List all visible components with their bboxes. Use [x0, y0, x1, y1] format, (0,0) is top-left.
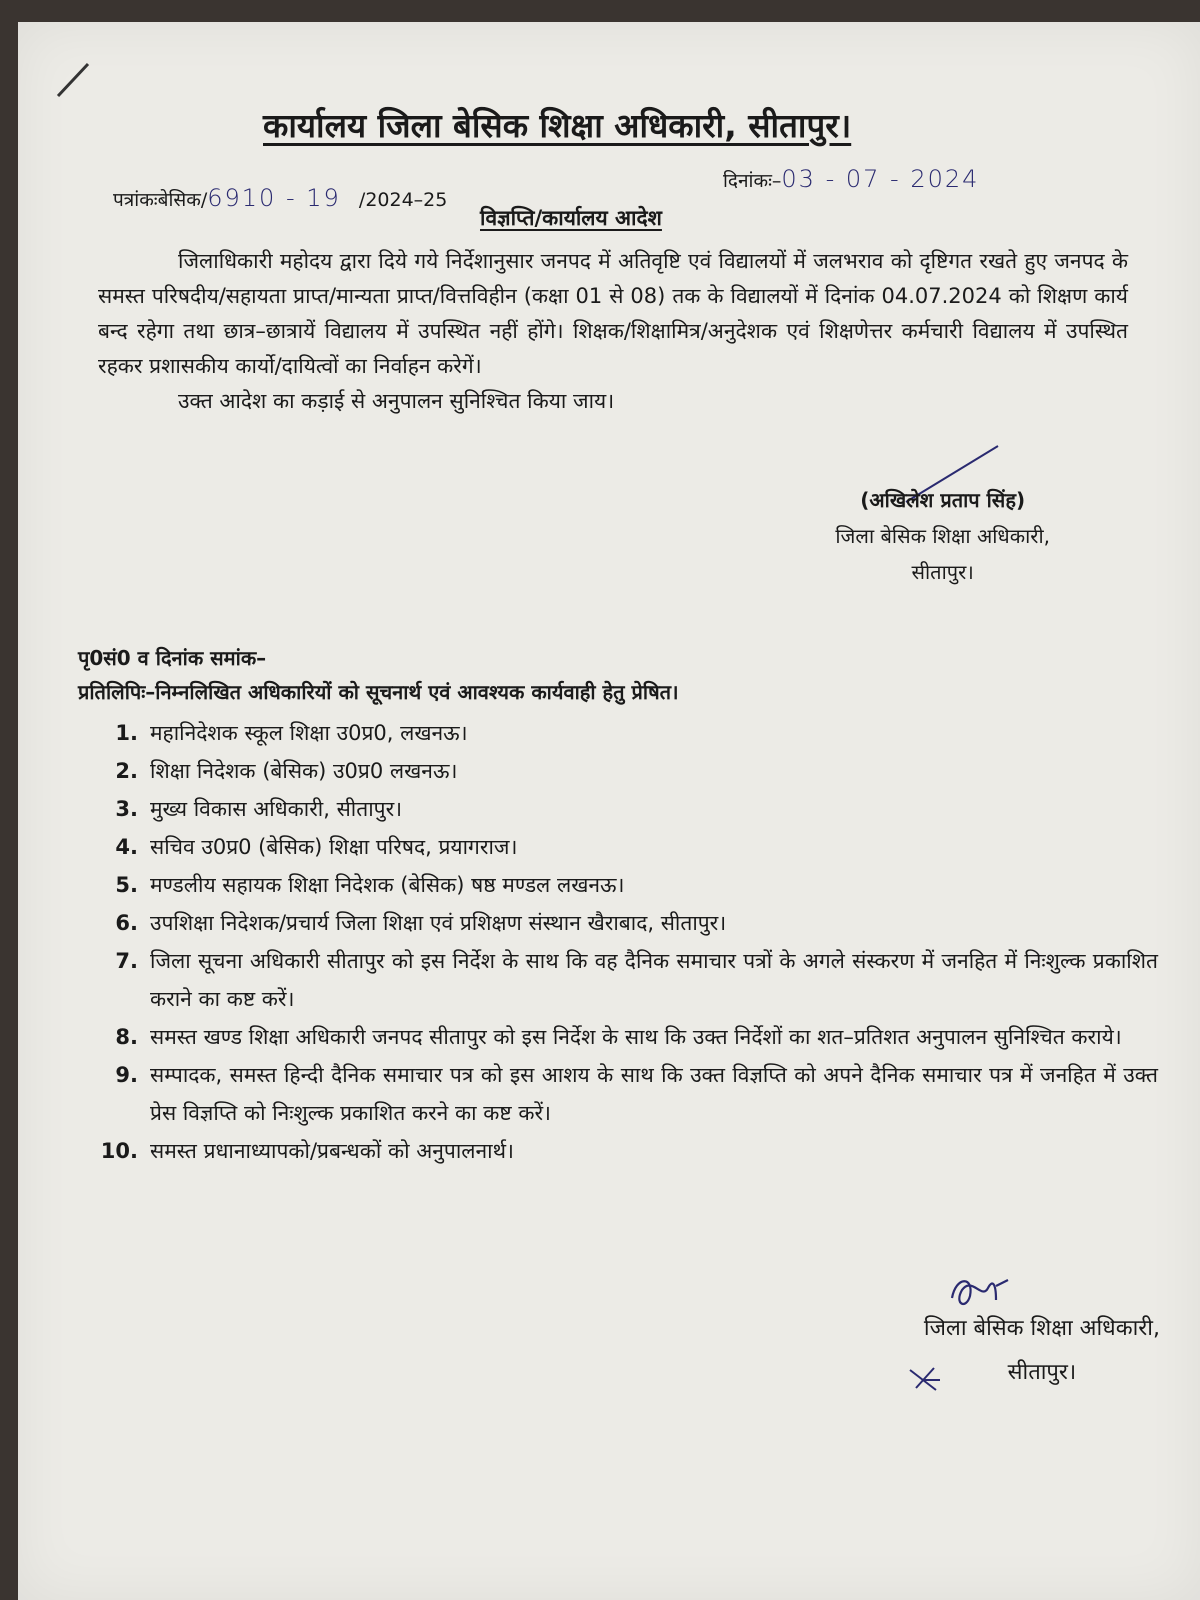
signatory-place: सीतापुर। [911, 560, 974, 584]
signatory-name: (अखिलेश प्रताप सिंह) [860, 488, 1026, 512]
list-item: 6. उपशिक्षा निदेशक/प्रचार्य जिला शिक्षा एवं प्रशिक्षण संस्थान खैराबाद, सीतापुर। [115, 911, 727, 935]
ref-number-handwritten: 6910 - 19 [207, 184, 341, 212]
list-item: 10. समस्त प्रधानाध्यापको/प्रबन्धकों को अनुपालनार्थ। [100, 1139, 514, 1163]
subject-heading: विज्ञप्ति/कार्यालय आदेश [480, 206, 662, 230]
order-body [98, 244, 1128, 419]
date-line [723, 165, 979, 193]
list-item: 5. मण्डलीय सहायक शिक्षा निदेशक (बेसिक) षष्ठ मण्डल लखनऊ। [115, 873, 625, 897]
signatory-designation: जिला बेसिक शिक्षा अधिकारी, [835, 524, 1050, 548]
footer-designation: जिला बेसिक शिक्षा अधिकारी, [923, 1316, 1160, 1341]
body-paragraph-1: जिलाधिकारी महोदय द्वारा दिये गये निर्देशानुसार जनपद में अतिवृष्टि एवं विद्यालयों में जलभराव को दृष्टिगत रखते हुए जनपद के समस्त परिषदीय/सहायता प्राप्त/मान्यता प्राप्त/वित्तविहीन (कक्षा 01 से 08) तक के विद्यालयों में दिनांक 04.07.2024 को शिक्षण कार्य बन्द रहेगा तथा छात्र–छात्रायें विद्यालय में उपस्थित नहीं होंगे। शिक्षक/शिक्षामित्र/अनुदेशक एवं शिक्षणेत्तर कर्मचारी विद्यालय में उपस्थित रहकर प्रशासकीय कार्यो/दायित्वों का निर्वाहन करेगें। [98, 249, 1128, 378]
ref-prefix: पत्रांकःबेसिक/ [113, 189, 208, 211]
footer-signature-block [924, 1307, 1160, 1395]
body-paragraph-2: उक्त आदेश का कड़ाई से अनुपालन सुनिश्चित किया जाय। [178, 389, 615, 413]
list-item: 3. मुख्य विकास अधिकारी, सीतापुर। [115, 797, 403, 821]
copy-reference-line: पृ0सं0 व दिनांक समांक– [78, 646, 267, 670]
ref-suffix: /2024–25 [358, 189, 448, 211]
reference-number [113, 184, 447, 212]
list-item: 7. जिला सूचना अधिकारी सीतापुर को इस निर्देश के साथ कि वह दैनिक समाचार पत्रों के अगले संस्करण में जनहित में निःशुल्क प्रकाशित कराने का कष्ट करें। [115, 949, 1158, 1011]
initials-signature [946, 1270, 1016, 1312]
pen-stroke-mark [54, 60, 94, 100]
date-handwritten: 03 - 07 - 2024 [781, 165, 980, 193]
list-item: 9. सम्पादक, समस्त हिन्दी दैनिक समाचार पत्र को इस आशय के साथ कि उक्त विज्ञप्ति को अपने दैनिक समाचार पत्र में जनहित में उक्त प्रेस विज्ञप्ति को निःशुल्क प्रकाशित करने का कष्ट करें। [115, 1063, 1158, 1125]
list-item: 4. सचिव उ0प्र0 (बेसिक) शिक्षा परिषद, प्रयागराज। [115, 835, 518, 859]
office-title: कार्यालय जिला बेसिक शिक्षा अधिकारी, सीतापुर। [263, 106, 852, 145]
list-item: 2. शिक्षा निदेशक (बेसिक) उ0प्र0 लखनऊ। [115, 759, 458, 783]
list-item: 8. समस्त खण्ड शिक्षा अधिकारी जनपद सीतापुर को इस निर्देश के साथ कि उक्त निर्देशों का शत–प्रतिशत अनुपालन सुनिश्चित कराये। [115, 1025, 1122, 1049]
date-prefix: दिनांकः– [723, 170, 782, 192]
copy-intro: प्रतिलिपिः–निम्नलिखित अधिकारियों को सूचनार्थ एवं आवश्यक कार्यवाही हेतु प्रेषित। [78, 680, 679, 704]
copy-recipient-list [78, 714, 1158, 1170]
signature-block [835, 482, 1050, 590]
footer-place: सीतापुर। [1007, 1360, 1077, 1385]
list-item: 1. महानिदेशक स्कूल शिक्षा उ0प्र0, लखनऊ। [115, 721, 468, 745]
document-page [18, 22, 1200, 1600]
